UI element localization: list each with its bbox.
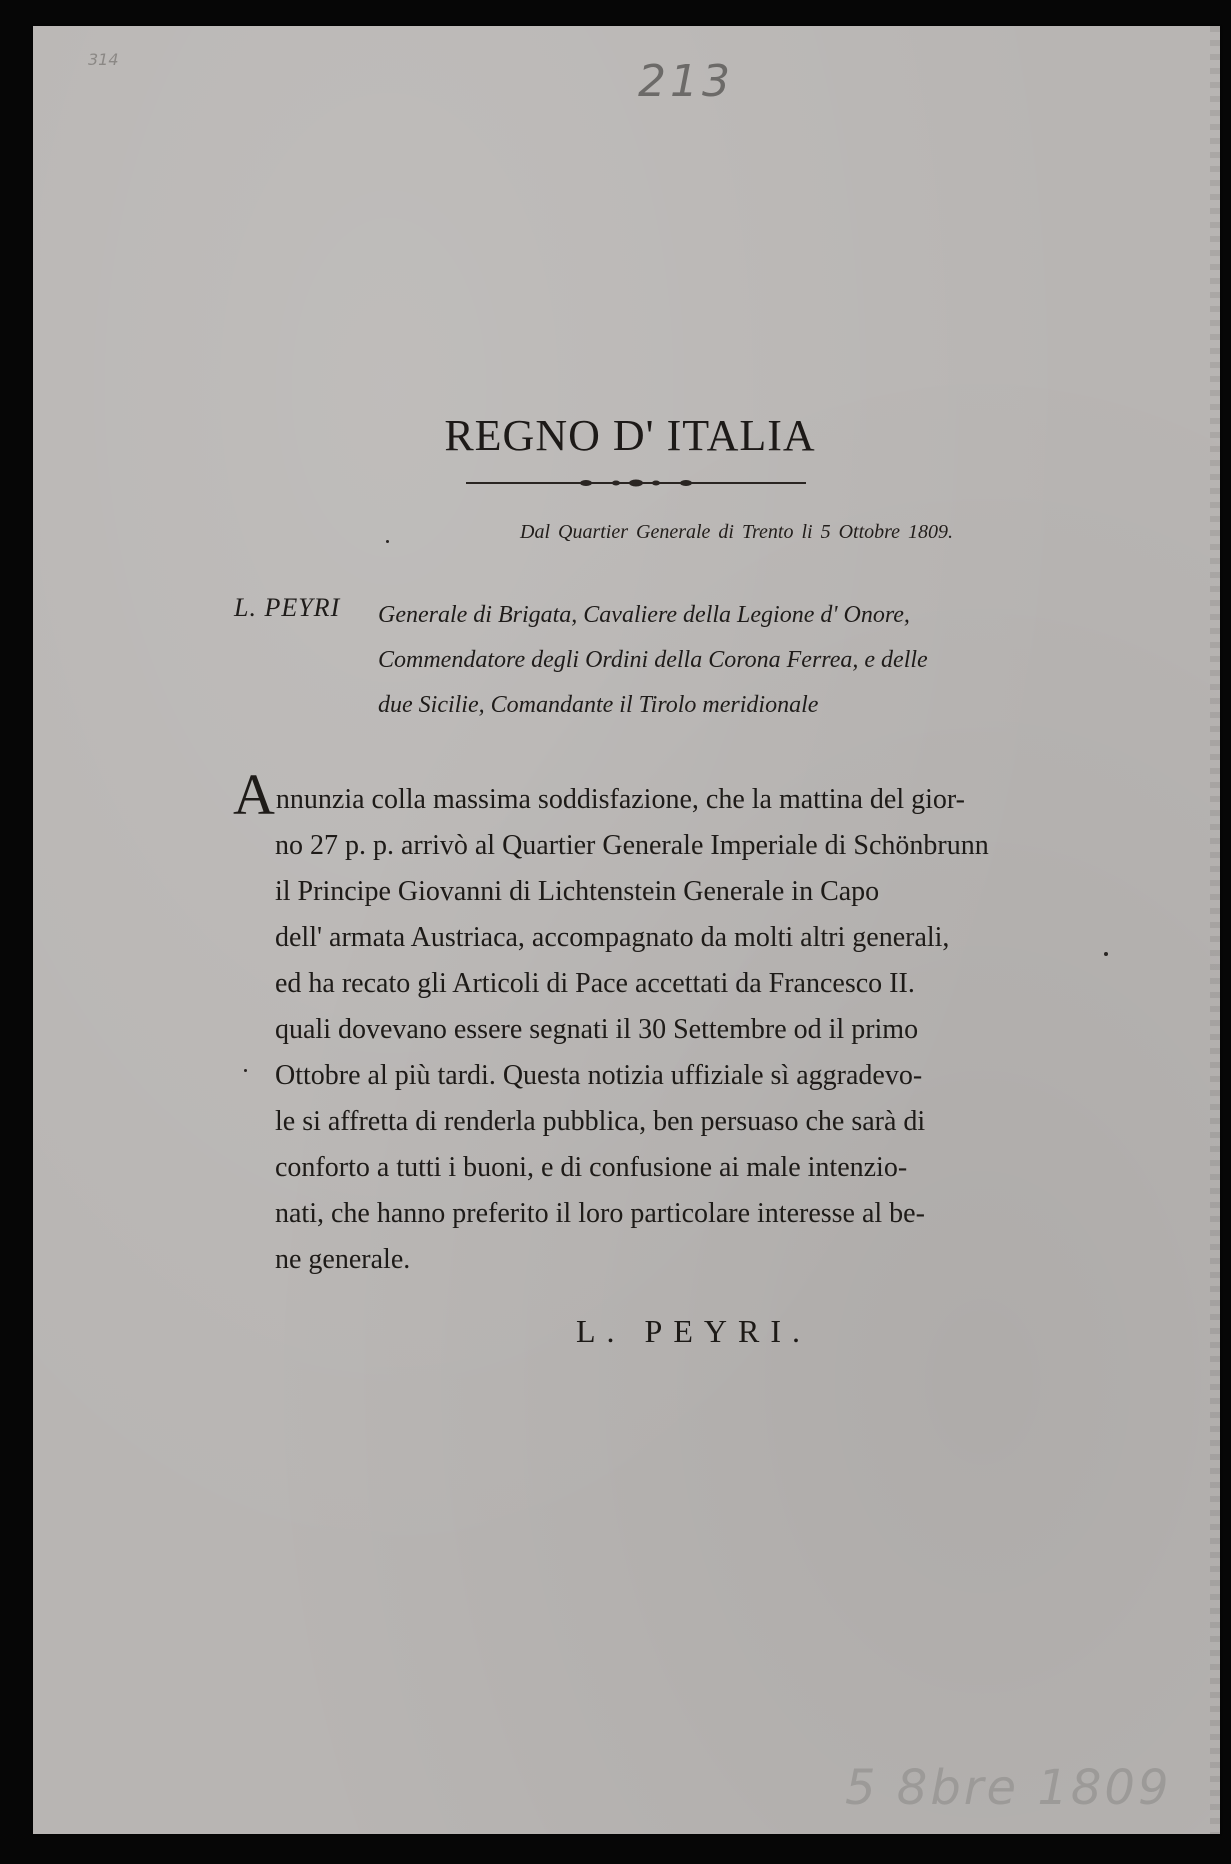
pencil-note-bottom: 5 8bre 1809 <box>845 1760 1172 1816</box>
body-line: le si affretta di renderla pubblica, ben persuaso che sarà di <box>275 1106 926 1137</box>
body-line: il Principe Giovanni di Lichtenstein Generale in Capo <box>275 876 880 907</box>
proclamation-body <box>233 762 1053 1283</box>
issuer-titles <box>378 593 1078 728</box>
issuer-name: L. PEYRI <box>234 593 341 622</box>
drop-cap: A <box>233 762 275 827</box>
body-line-text: nnunzia colla massima soddisfazione, che la mattina del gior- <box>275 784 965 815</box>
dateline: Dal Quartier Generale di Trento li 5 Ottobre 1809. <box>520 521 954 543</box>
body-line: no 27 p. p. arrivò al Quartier Generale Imperiale di Schönbrunn <box>275 830 989 861</box>
body-line: Ottobre al più tardi. Questa notizia uffiziale sì aggradevo- <box>275 1060 923 1091</box>
signature: L. PEYRI. <box>576 1313 811 1349</box>
body-line <box>233 762 1053 827</box>
pencil-note-top-center: 213 <box>638 56 734 107</box>
document-title: REGNO D' ITALIA <box>444 411 816 460</box>
paper-speck <box>244 1069 247 1072</box>
torn-edge <box>1210 26 1220 1834</box>
pencil-note-top-left: 314 <box>88 50 119 69</box>
body-line: conforto a tutti i buoni, e di confusione ai male intenzio- <box>275 1152 908 1183</box>
body-line: nati, che hanno preferito il loro particolare interesse al be- <box>275 1198 925 1229</box>
paper-speck <box>1104 952 1108 956</box>
body-line: ne generale. <box>275 1244 411 1275</box>
issuer-title-line: Commendatore degli Ordini della Corona Ferrea, e delle <box>378 647 928 673</box>
body-line: ed ha recato gli Articoli di Pace accettati da Francesco II. <box>275 968 915 999</box>
body-line: dell' armata Austriaca, accompagnato da molti altri generali, <box>275 922 950 953</box>
issuer-title-line: Generale di Brigata, Cavaliere della Legione d' Onore, <box>378 602 910 628</box>
body-line: quali dovevano essere segnati il 30 Settembre od il primo <box>275 1014 919 1045</box>
title-ornament <box>466 477 806 489</box>
paper-speck <box>386 540 389 543</box>
issuer-title-line: due Sicilie, Comandante il Tirolo meridionale <box>378 692 819 718</box>
